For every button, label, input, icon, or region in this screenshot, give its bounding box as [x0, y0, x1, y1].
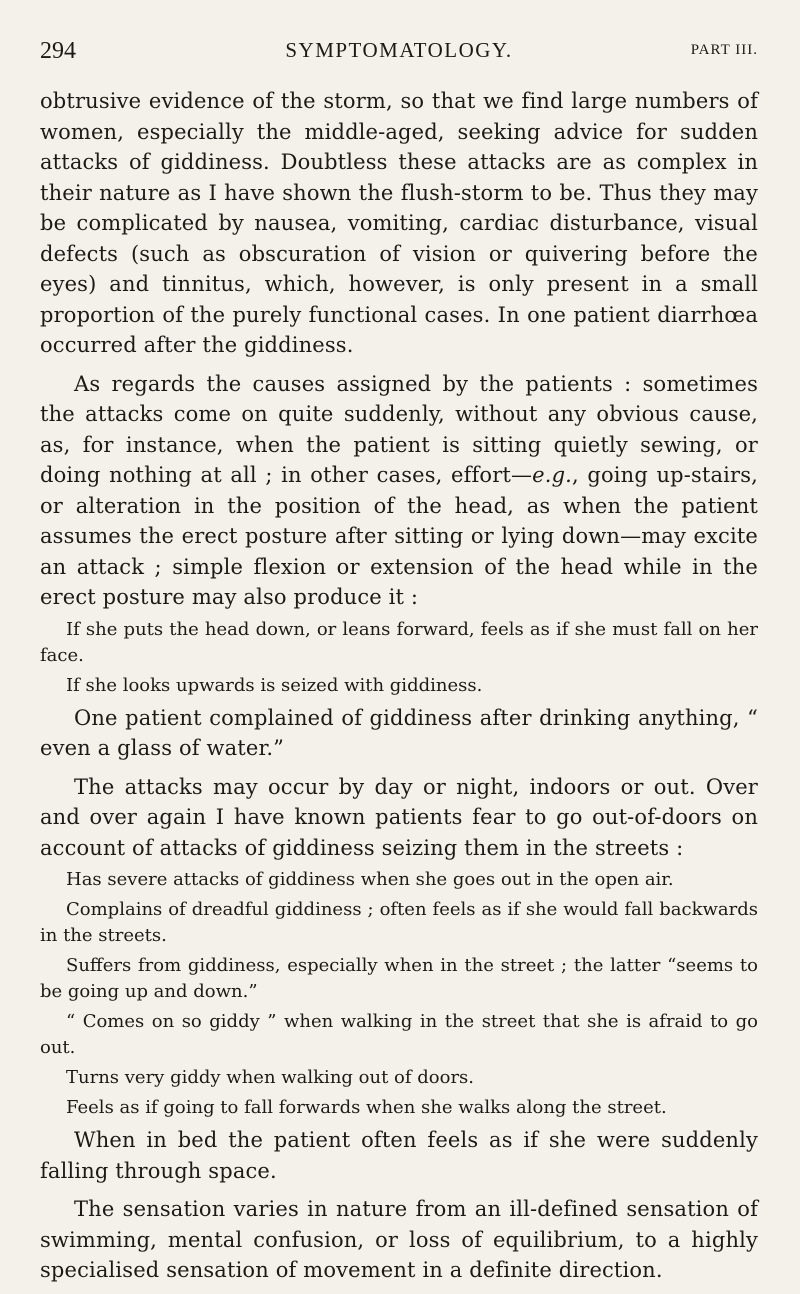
case-quote-6: “ Comes on so giddy ” when walking in the street that she is afraid to go out. [40, 1011, 758, 1058]
paragraph-2-eg: e.g. [532, 463, 572, 487]
case-quote-2: If she looks upwards is seized with giddiness. [66, 674, 483, 696]
paragraph-3: One patient complained of giddiness after drinking anything, “ even a glass of water.” [40, 705, 758, 760]
case-quote-7: Turns very giddy when walking out of doors. [66, 1067, 475, 1088]
running-header [40, 32, 758, 68]
paragraph-2 [40, 369, 758, 613]
case-quote-3: Has severe attacks of giddiness when she goes out in the open air. [66, 869, 674, 890]
page-number: 294 [40, 38, 76, 64]
case-quote-8: Feels as if going to fall forwards when she walks along the street. [66, 1097, 667, 1118]
paragraph-2-text-a: As regards the causes assigned by the patients : sometimes the attacks come on quite suddenly, without any obvious cause, as, for instance, when the patient is sitting quietly sewing, or doing nothing at all ; in other cases, effort— [40, 371, 758, 487]
paragraph-4: The attacks may occur by day or night, indoors or out. Over and over again I have known patients fear to go out-of-doors on account of attacks of giddiness seizing them in the streets : [40, 774, 758, 860]
case-quote-5: Suffers from giddiness, especially when in the street ; the latter “seems to be going up and down.” [40, 955, 758, 1002]
book-page [40, 32, 758, 1286]
chapter-title: SYMPTOMATOLOGY. [285, 38, 513, 62]
paragraph-5: When in bed the patient often feels as if she were suddenly falling through space. [40, 1128, 758, 1183]
paragraph-2-text-b: , going up-stairs, or alteration in the position of the head, as when the patient assumes the erect posture after sitting or lying down—may excite an attack ; simple flexion or extension of the head while in the erect posture may also produce it : [40, 463, 758, 609]
paragraph-6: The sensation varies in nature from an ill-defined sensation of swimming, mental confusion, or loss of equilibrium, to a highly specialised sensation of movement in a definite direction. [40, 1197, 758, 1282]
case-quote-1: If she puts the head down, or leans forward, feels as if she must fall on her face. [40, 618, 758, 666]
paragraph-1: obtrusive evidence of the storm, so that we find large numbers of women, especially the middle-aged, seeking advice for sudden attacks of giddiness. Doubtless these attacks are as complex in their nature as I have shown the flush-storm to be. Thus they may be complicated by nausea, vomiting, cardiac disturbance, visual defects (such as obscuration of vision or quivering before the eyes) and tinnitus, which, however, is only present in a small proportion of the purely functional cases. In one patient diarrhœa occurred after the giddiness. [40, 89, 758, 357]
case-quote-4: Complains of dreadful giddiness ; often feels as if she would fall backwards in the streets. [40, 899, 758, 946]
page-body [40, 86, 758, 1286]
part-label: PART III. [690, 42, 758, 58]
